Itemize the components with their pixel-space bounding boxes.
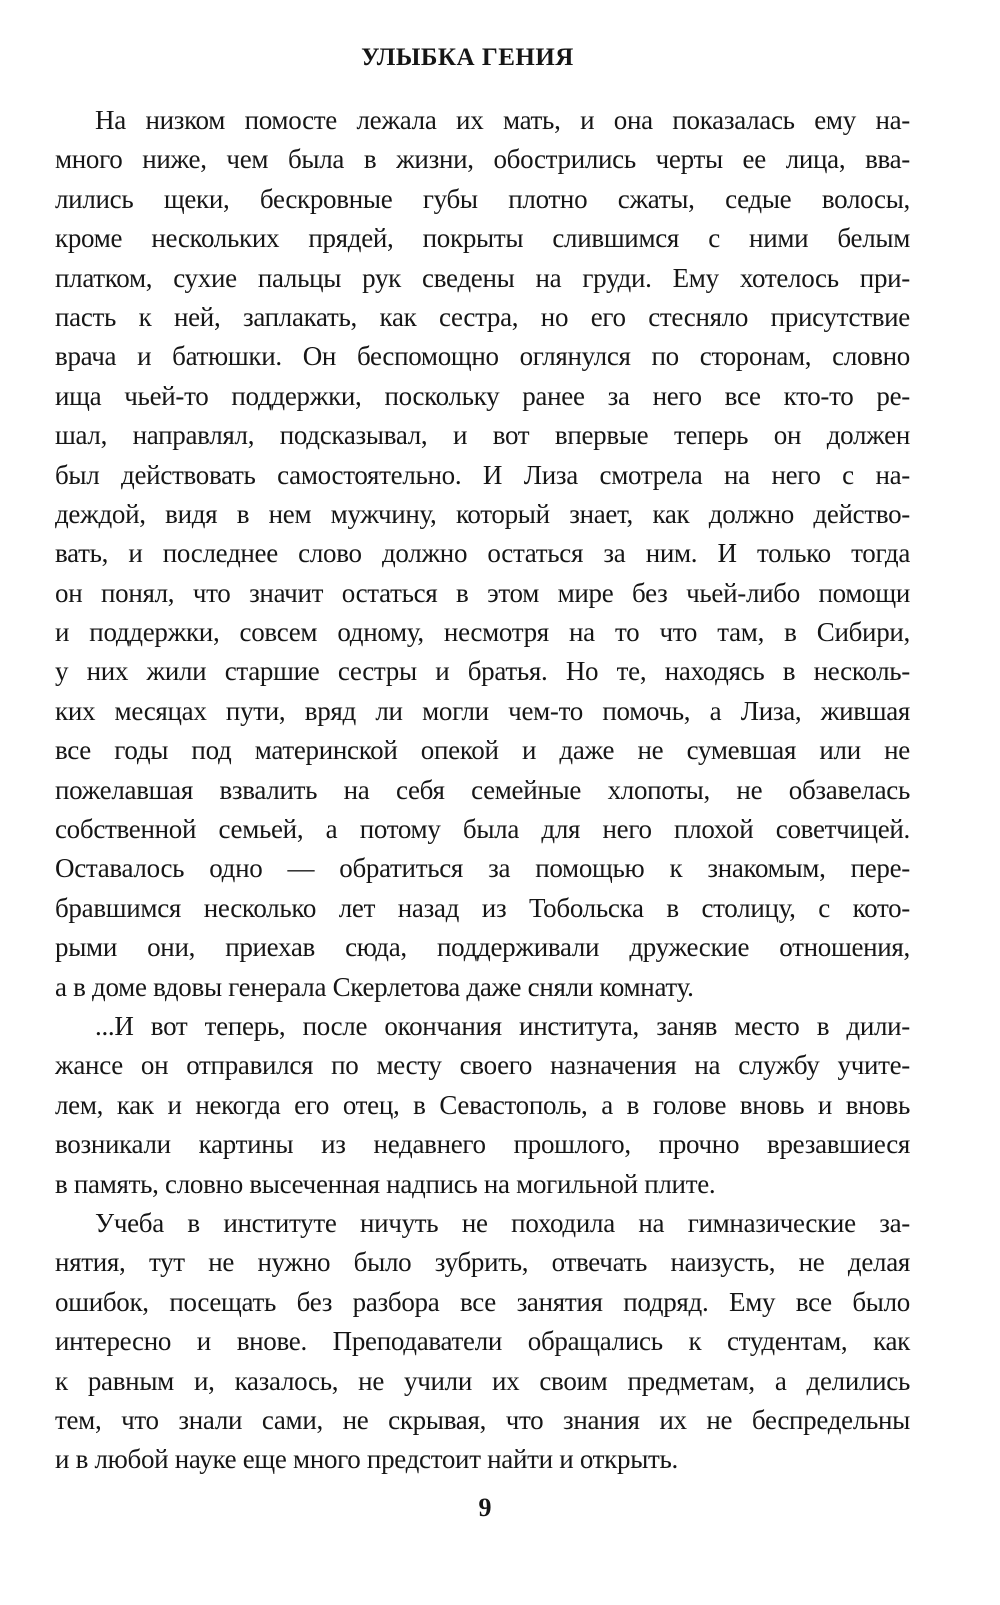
text-line: ища чьей-то поддержки, поскольку ранее за него все кто-то ре- [55, 380, 910, 411]
text-line: На низком помосте лежала их мать, и она показалась ему на- [95, 105, 910, 135]
text-line: а в доме вдовы генерала Скерлетова даже сняли комнату. [55, 971, 694, 1002]
text-line: и в любой науке еще много предстоит найти и открыть. [55, 1444, 679, 1475]
running-head: УЛЫБКА ГЕНИЯ [361, 44, 574, 71]
text-line: был действовать самостоятельно. И Лиза смотрела на него с на- [55, 459, 910, 490]
text-line: пожелавшая взвалить на себя семейные хлопоты, не обзавелась [55, 774, 910, 805]
text-line: ошибок, посещать без разбора все занятия подряд. Ему все было [55, 1286, 910, 1317]
text-line: ких месяцах пути, вряд ли могли чем-то помочь, а Лиза, жившая [55, 695, 910, 726]
paragraph [55, 101, 910, 1007]
text-line: все годы под материнской опекой и даже не сумевшая или не [55, 735, 910, 766]
text-line: лем, как и некогда его отец, в Севастополь, а в голове вновь и вновь [55, 1089, 910, 1120]
page-number: 9 [478, 1493, 492, 1522]
text-line: шал, направлял, подсказывал, и вот впервые теперь он должен [55, 420, 910, 451]
text-line: собственной семьей, а потому была для него плохой советчицей. [55, 814, 910, 845]
text-line: ...И вот теперь, после окончания института, заняв место в дили- [95, 1010, 910, 1041]
text-line: в память, словно высеченная надпись на могильной плите. [55, 1168, 716, 1199]
text-line: жансе он отправился по месту своего назначения на службу учите- [55, 1050, 910, 1081]
text-line: он понял, что значит остаться в этом мире без чьей-либо помощи [55, 577, 910, 608]
text-line: Учеба в институте ничуть не походила на гимназические за- [95, 1207, 910, 1238]
text-line: к равным и, казалось, не учили их своим предметам, а делились [55, 1365, 910, 1396]
text-line: деждой, видя в нем мужчину, который знает, как должно действо- [55, 498, 910, 529]
text-line: бравшимся несколько лет назад из Тобольска в столицу, с кото- [55, 892, 910, 923]
text-line: много ниже, чем была в жизни, обострились черты ее лица, вва- [55, 144, 910, 175]
text-line: кроме нескольких прядей, покрыты слившимся с ними белым [55, 223, 910, 254]
text-line: Оставалось одно — обратиться за помощью к знакомым, пере- [55, 853, 910, 884]
text-line: возникали картины из недавнего прошлого, прочно врезавшиеся [55, 1129, 910, 1160]
text-line: нятия, тут не нужно было зубрить, отвечать наизусть, не делая [55, 1247, 910, 1278]
paragraph [55, 1204, 910, 1480]
text-line: лились щеки, бескровные губы плотно сжаты, седые волосы, [55, 183, 910, 214]
text-line: врача и батюшки. Он беспомощно оглянулся по сторонам, словно [55, 341, 910, 372]
text-line: интересно и внове. Преподаватели обращались к студентам, как [55, 1326, 910, 1357]
text-line: и поддержки, совсем одному, несмотря на то что там, в Сибири, [55, 617, 910, 648]
body-text [55, 101, 910, 1480]
paragraph [55, 1007, 910, 1204]
text-line: пасть к ней, заплакать, как сестра, но его стесняло присутствие [55, 301, 910, 332]
text-line: вать, и последнее слово должно остаться за ним. И только тогда [55, 538, 910, 569]
text-line: платком, сухие пальцы рук сведены на груди. Ему хотелось при- [55, 262, 910, 293]
text-line: тем, что знали сами, не скрывая, что знания их не беспредельны [55, 1404, 910, 1435]
text-line: рыми они, приехав сюда, поддерживали дружеские отношения, [55, 932, 910, 963]
text-line: у них жили старшие сестры и братья. Но те, находясь в несколь- [55, 656, 910, 687]
